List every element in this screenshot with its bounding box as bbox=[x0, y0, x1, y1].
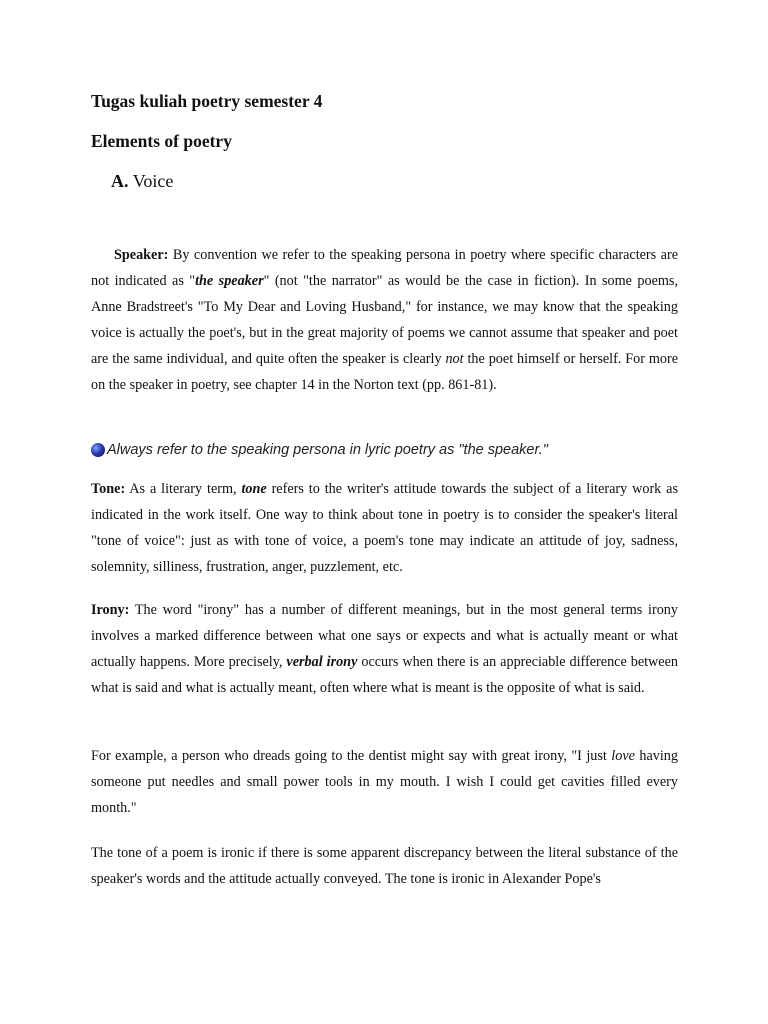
not-emphasis: not bbox=[445, 351, 464, 367]
tone-text: refers to the writer's attitude towards the subject of a literary work as indicated in the work itself. One way to think about tone in poetry is to consider the speaker's literal "tone of voice": just as with tone of voice, a poem's tone may indicate an attitude of joy, sadness, solemnity, silliness, frustration, anger, puzzlement, etc. bbox=[91, 481, 678, 575]
note-text: Always refer to the speaking persona in lyric poetry as "the speaker." bbox=[107, 442, 548, 458]
tone-text: As a literary term, bbox=[125, 481, 242, 497]
tone-emphasis: tone bbox=[241, 481, 267, 497]
speaker-text: the poet himself or herself. For more on the speaker in poetry, see chapter 14 in the Norton text (pp. 861-81). bbox=[91, 351, 678, 393]
speaker-emphasis: the speaker bbox=[195, 273, 264, 289]
speaker-text: By convention we refer to the speaking persona in poetry where specific characters are not indicated as " bbox=[91, 247, 678, 289]
speaker-note bbox=[91, 442, 548, 458]
section-number: A. bbox=[111, 171, 129, 191]
love-emphasis: love bbox=[611, 748, 635, 764]
example-text: having someone put needles and small power tools in my mouth. I wish I could get cavities filled every month." bbox=[91, 748, 678, 816]
irony-text: occurs when there is an appreciable difference between what is said and what is actually meant, often where what is meant is the opposite of what is said. bbox=[91, 654, 678, 696]
speaker-paragraph bbox=[91, 242, 678, 398]
blue-sphere-bullet-icon bbox=[91, 443, 105, 457]
course-title: Tugas kuliah poetry semester 4 bbox=[91, 91, 323, 111]
topic-title: Elements of poetry bbox=[91, 131, 232, 151]
tone-term: Tone: bbox=[91, 481, 126, 497]
irony-paragraph bbox=[91, 597, 678, 701]
irony-term: Irony: bbox=[91, 602, 130, 618]
irony-tone-paragraph: The tone of a poem is ironic if there is some apparent discrepancy between the literal substance of the speaker's words and the attitude actually conveyed. The tone is ironic in Alexander Pope's bbox=[91, 845, 678, 887]
example-text: For example, a person who dreads going to the dentist might say with great irony, "I just bbox=[91, 748, 612, 764]
section-heading bbox=[111, 171, 173, 192]
speaker-term: Speaker: bbox=[114, 247, 169, 263]
tone-paragraph bbox=[91, 476, 678, 580]
example-paragraph bbox=[91, 743, 678, 821]
section-title: Voice bbox=[132, 171, 174, 191]
speaker-text: " (not "the narrator" as would be the case in fiction). In some poems, Anne Bradstreet's "To My Dear and Loving Husband," for instance, we may know that the speaking voice is actually the poet's, but in the great majority of poems we cannot assume that speaker and poet are the same individual, and quite often the speaker is clearly bbox=[91, 273, 678, 367]
irony-text: The word "irony" has a number of different meanings, but in the most general terms irony involves a marked difference between what one says or expects and what is actually meant or what actually happens. More precisely, bbox=[91, 602, 678, 670]
irony-emphasis: verbal irony bbox=[286, 654, 358, 670]
